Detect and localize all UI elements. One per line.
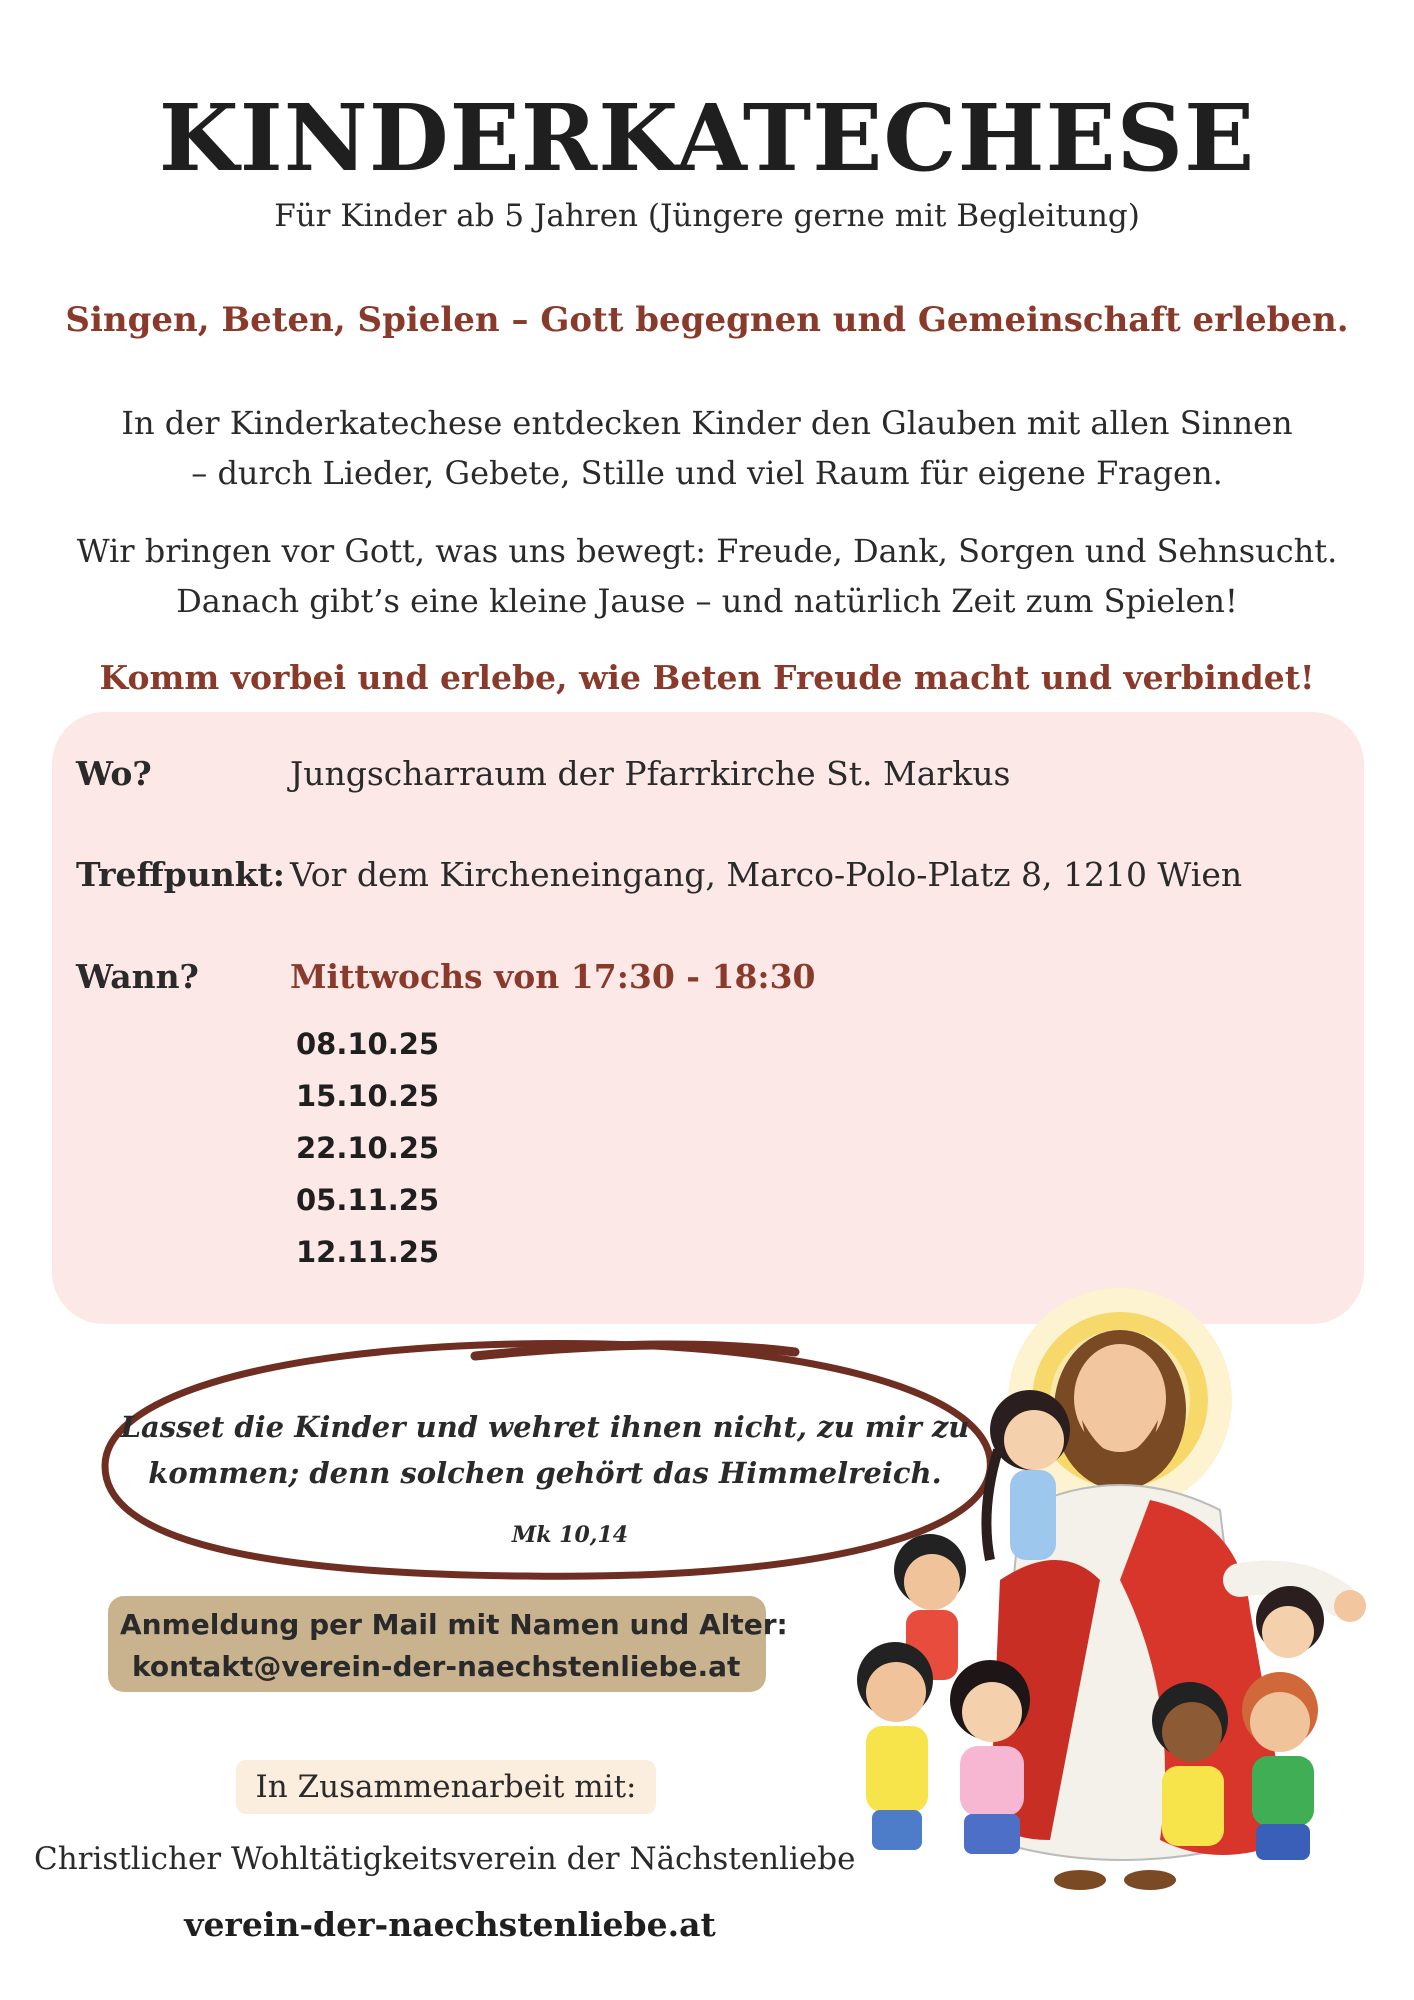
page-title: KINDERKATECHESE — [158, 84, 1256, 192]
date-item: 22.10.25 — [296, 1131, 440, 1165]
date-item: 12.11.25 — [296, 1235, 440, 1269]
organization-name: Christlicher Wohltätigkeitsverein der Nächstenliebe — [34, 1841, 856, 1877]
time-value: Mittwochs von 17:30 - 18:30 — [290, 957, 816, 996]
intro-line-1: In der Kinderkatechese entdecken Kinder den Glauben mit allen Sinnen — [121, 404, 1293, 442]
date-item: 08.10.25 — [296, 1027, 440, 1061]
quote-reference: Mk 10,14 — [511, 1522, 629, 1548]
location-label: Wo? — [76, 754, 152, 793]
meeting-point-value: Vor dem Kircheneingang, Marco-Polo-Platz 8, 1210 Wien — [290, 855, 1243, 894]
tagline: Singen, Beten, Spielen – Gott begegnen und Gemeinschaft erleben. — [65, 300, 1349, 340]
date-item: 15.10.25 — [296, 1079, 440, 1113]
info-box — [52, 712, 1364, 1324]
second-line-2: Danach gibt’s eine kleine Jause – und natürlich Zeit zum Spielen! — [176, 582, 1238, 620]
location-value: Jungscharraum der Pfarrkirche St. Markus — [290, 754, 1011, 793]
call-to-action: Komm vorbei und erlebe, wie Beten Freude macht und verbindet! — [99, 658, 1315, 697]
meeting-point-label: Treffpunkt: — [76, 855, 285, 894]
quote-line-2: kommen; denn solchen gehört das Himmelreich. — [148, 1456, 942, 1490]
intro-paragraph — [0, 398, 1414, 498]
cooperation-label: In Zusammenarbeit mit: — [255, 1769, 637, 1805]
jesus-with-children-illustration — [820, 1280, 1400, 1940]
date-item: 05.11.25 — [296, 1183, 440, 1217]
quote-line-1: Lasset die Kinder und wehret ihnen nicht, zu mir zu — [120, 1410, 970, 1444]
signup-label: Anmeldung per Mail mit Namen und Alter: — [120, 1608, 788, 1641]
page-subtitle: Für Kinder ab 5 Jahren (Jüngere gerne mit Begleitung) — [274, 198, 1140, 234]
time-label: Wann? — [76, 957, 199, 996]
second-line-1: Wir bringen vor Gott, was uns bewegt: Freude, Dank, Sorgen und Sehnsucht. — [76, 532, 1338, 570]
organization-url[interactable]: verein-der-naechstenliebe.at — [184, 1905, 716, 1944]
second-paragraph — [0, 526, 1414, 626]
intro-line-2: – durch Lieder, Gebete, Stille und viel Raum für eigene Fragen. — [191, 454, 1223, 492]
contact-email[interactable]: kontakt@verein-der-naechstenliebe.at — [132, 1650, 741, 1683]
